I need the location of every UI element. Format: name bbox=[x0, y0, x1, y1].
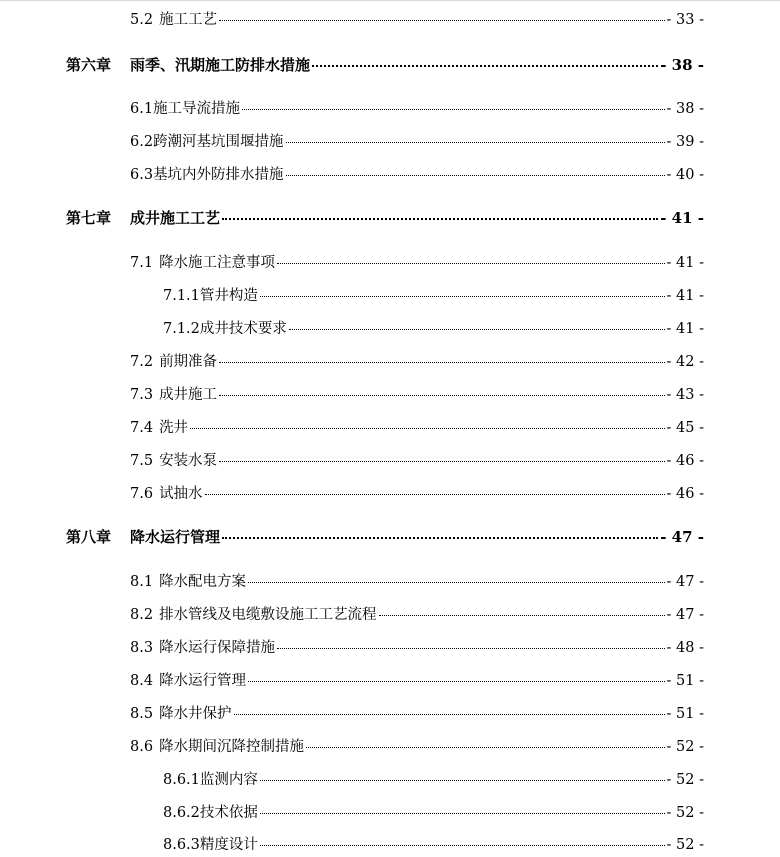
toc-title: 跨潮河基坑围堰措施 bbox=[153, 134, 284, 150]
toc-entry[interactable] bbox=[163, 768, 704, 792]
toc-number: 8.6.1 bbox=[163, 772, 200, 788]
dot-leader bbox=[219, 394, 664, 396]
toc-page: - 40 - bbox=[666, 167, 704, 183]
dot-leader bbox=[260, 295, 665, 297]
toc-entry[interactable] bbox=[130, 130, 704, 154]
toc-page: - 52 - bbox=[666, 805, 704, 821]
toc-title: 成井技术要求 bbox=[199, 321, 287, 337]
toc-title: 技术依据 bbox=[199, 805, 258, 821]
toc-title: 安装水泵 bbox=[159, 453, 218, 469]
toc-number: 8.6 bbox=[130, 739, 154, 755]
dot-leader bbox=[277, 647, 664, 649]
toc-page: - 42 - bbox=[666, 354, 704, 370]
toc-page: - 46 - bbox=[666, 453, 704, 469]
dot-leader bbox=[286, 141, 665, 143]
toc-number: 8.3 bbox=[130, 640, 154, 656]
toc-entry[interactable] bbox=[130, 636, 704, 660]
toc-number: 7.1.1 bbox=[163, 288, 200, 304]
dot-leader bbox=[312, 64, 658, 67]
toc-entry[interactable] bbox=[130, 383, 704, 407]
chapter-number: 第六章 bbox=[66, 56, 112, 74]
toc-number: 8.5 bbox=[130, 706, 154, 722]
toc-number: 6.1 bbox=[130, 101, 154, 117]
toc-entry[interactable] bbox=[130, 482, 704, 506]
toc-title: 降水运行管理 bbox=[159, 673, 247, 689]
toc-title: 洗井 bbox=[159, 420, 189, 436]
toc-page: - 47 - bbox=[660, 528, 704, 546]
dot-leader bbox=[219, 19, 664, 21]
toc-entry[interactable] bbox=[130, 669, 704, 693]
dot-leader bbox=[277, 262, 664, 264]
toc-page: - 52 - bbox=[666, 772, 704, 788]
toc-page: - 52 - bbox=[666, 739, 704, 755]
toc-entry[interactable] bbox=[130, 702, 704, 726]
toc-number: 7.3 bbox=[130, 387, 154, 403]
toc-page: - 38 - bbox=[666, 101, 704, 117]
toc-title: 降水运行保障措施 bbox=[159, 640, 276, 656]
toc-entry[interactable] bbox=[130, 251, 704, 275]
toc-number: 5.2 bbox=[130, 12, 154, 28]
toc-page: - 39 - bbox=[666, 134, 704, 150]
toc-number: 7.4 bbox=[130, 420, 154, 436]
toc-entry[interactable] bbox=[163, 317, 704, 341]
toc-page: - 48 - bbox=[666, 640, 704, 656]
toc-page: - 47 - bbox=[666, 574, 704, 590]
dot-leader bbox=[222, 217, 658, 220]
toc-entry[interactable] bbox=[163, 801, 704, 825]
toc-number: 8.1 bbox=[130, 574, 154, 590]
toc-entry[interactable] bbox=[130, 8, 704, 32]
toc-chapter[interactable] bbox=[66, 206, 704, 230]
dot-leader bbox=[248, 581, 664, 583]
toc-page: - 41 - bbox=[666, 255, 704, 271]
dot-leader bbox=[248, 680, 664, 682]
toc-title: 试抽水 bbox=[159, 486, 203, 502]
chapter-number: 第七章 bbox=[66, 209, 112, 227]
toc-title: 降水期间沉降控制措施 bbox=[159, 739, 305, 755]
toc-title: 排水管线及电缆敷设施工工艺流程 bbox=[159, 607, 377, 623]
toc-page: - 51 - bbox=[666, 673, 704, 689]
toc-entry[interactable] bbox=[130, 416, 704, 440]
toc-chapter[interactable] bbox=[66, 525, 704, 549]
toc-page: - 33 - bbox=[666, 12, 704, 28]
toc-number: 8.6.3 bbox=[163, 837, 200, 853]
toc-page: - 45 - bbox=[666, 420, 704, 436]
toc-page: - 41 - bbox=[666, 288, 704, 304]
toc-title: 施工工艺 bbox=[159, 12, 218, 28]
dot-leader bbox=[222, 536, 658, 539]
toc-page: - 41 - bbox=[660, 209, 704, 227]
dot-leader bbox=[306, 746, 664, 748]
toc-page: - 43 - bbox=[666, 387, 704, 403]
dot-leader bbox=[260, 779, 665, 781]
dot-leader bbox=[289, 328, 665, 330]
dot-leader bbox=[379, 614, 665, 616]
toc-page: - 51 - bbox=[666, 706, 704, 722]
toc-entry[interactable] bbox=[130, 449, 704, 473]
toc-title: 基坑内外防排水措施 bbox=[153, 167, 284, 183]
dot-leader bbox=[205, 493, 665, 495]
toc-number: 8.2 bbox=[130, 607, 154, 623]
dot-leader bbox=[219, 361, 664, 363]
toc-number: 6.3 bbox=[130, 167, 154, 183]
toc-page: - 41 - bbox=[666, 321, 704, 337]
toc-title: 监测内容 bbox=[199, 772, 258, 788]
toc-number: 7.6 bbox=[130, 486, 154, 502]
toc-page: - 52 - bbox=[666, 837, 704, 853]
toc-entry[interactable] bbox=[130, 350, 704, 374]
toc-title: 降水施工注意事项 bbox=[159, 255, 276, 271]
chapter-title: 降水运行管理 bbox=[130, 528, 221, 546]
toc-number: 7.2 bbox=[130, 354, 154, 370]
toc-number: 8.4 bbox=[130, 673, 154, 689]
chapter-title: 雨季、汛期施工防排水措施 bbox=[130, 56, 311, 74]
toc-entry[interactable] bbox=[163, 833, 704, 857]
dot-leader bbox=[219, 460, 664, 462]
toc-page: - 38 - bbox=[660, 56, 704, 74]
toc-entry[interactable] bbox=[163, 284, 704, 308]
toc-title: 施工导流措施 bbox=[153, 101, 241, 117]
dot-leader bbox=[234, 713, 665, 715]
toc-entry[interactable] bbox=[130, 570, 704, 594]
toc-title: 管井构造 bbox=[199, 288, 258, 304]
toc-title: 降水井保护 bbox=[159, 706, 232, 722]
dot-leader bbox=[260, 844, 665, 846]
toc-title: 成井施工 bbox=[159, 387, 218, 403]
toc-entry[interactable] bbox=[130, 735, 704, 759]
dot-leader bbox=[190, 427, 664, 429]
toc-number: 7.1.2 bbox=[163, 321, 200, 337]
toc-entry[interactable] bbox=[130, 97, 704, 121]
toc-number: 6.2 bbox=[130, 134, 154, 150]
dot-leader bbox=[242, 108, 664, 110]
toc-chapter[interactable] bbox=[66, 53, 704, 77]
toc-page: - 46 - bbox=[666, 486, 704, 502]
chapter-number: 第八章 bbox=[66, 528, 112, 546]
toc-number: 7.1 bbox=[130, 255, 154, 271]
toc-title: 前期准备 bbox=[159, 354, 218, 370]
toc-title: 降水配电方案 bbox=[159, 574, 247, 590]
dot-leader bbox=[260, 812, 665, 814]
toc-number: 7.5 bbox=[130, 453, 154, 469]
toc-number: 8.6.2 bbox=[163, 805, 200, 821]
dot-leader bbox=[286, 174, 665, 176]
toc-entry[interactable] bbox=[130, 603, 704, 627]
toc-page: - 47 - bbox=[666, 607, 704, 623]
chapter-title: 成井施工工艺 bbox=[130, 209, 221, 227]
toc-title: 精度设计 bbox=[199, 837, 258, 853]
toc-entry[interactable] bbox=[130, 163, 704, 187]
